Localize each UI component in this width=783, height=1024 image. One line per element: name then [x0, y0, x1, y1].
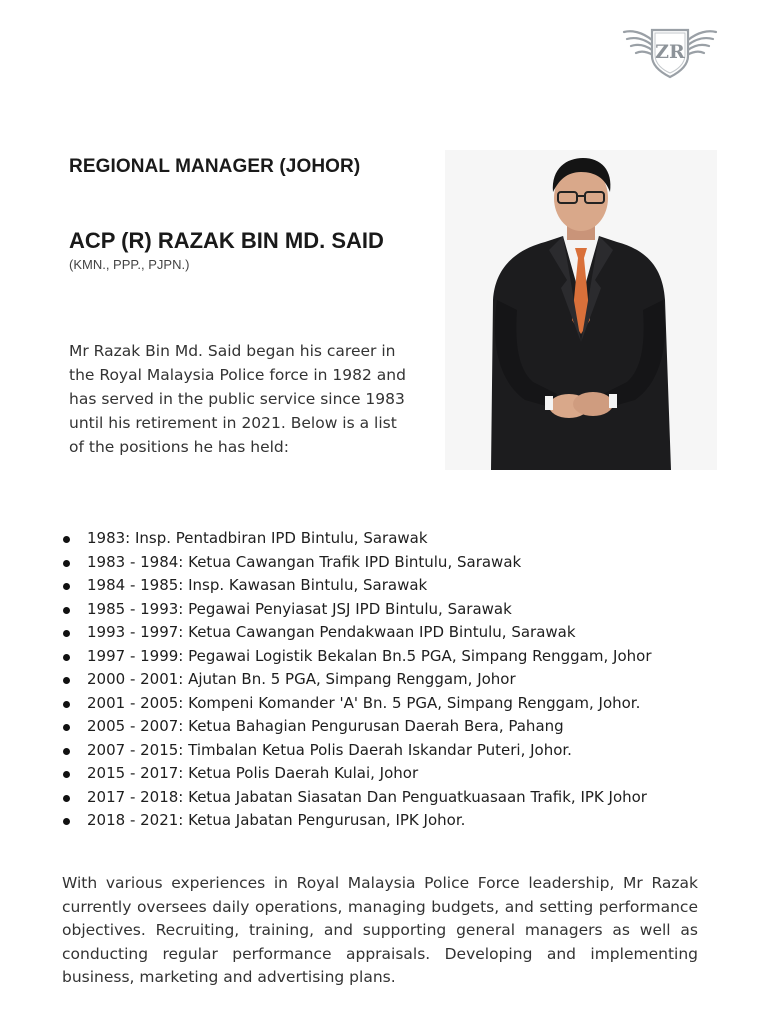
bullet-icon: [63, 748, 70, 755]
bullet-icon: [63, 677, 70, 684]
list-item: [62, 551, 652, 575]
intro-paragraph: [69, 339, 419, 459]
list-item: [62, 621, 652, 645]
intro-line: until his retirement in 2021. Below is a list: [69, 414, 397, 432]
bullet-icon: [63, 560, 70, 567]
position-text: 1985 - 1993: Pegawai Penyiasat JSJ IPD Bintulu, Sarawak: [87, 599, 512, 618]
logo-wing-right: [687, 31, 716, 55]
bullet-icon: [63, 536, 70, 543]
closing-line: currently oversees daily operations, managing budgets, and setting performance: [62, 897, 698, 916]
positions-list: [62, 527, 652, 833]
position-text: 1984 - 1985: Insp. Kawasan Bintulu, Sarawak: [87, 576, 428, 594]
list-item: [62, 598, 652, 622]
person-name: ACP (R) RAZAK BIN MD. SAID: [69, 228, 384, 253]
bullet-icon: [63, 818, 70, 825]
bullet-icon: [63, 630, 70, 637]
logo-monogram: ZR: [655, 41, 685, 63]
list-item: [62, 668, 652, 692]
closing-line: business, marketing and advertising plans.: [62, 968, 396, 986]
position-text: 1983 - 1984: Ketua Cawangan Trafik IPD Bintulu, Sarawak: [87, 552, 522, 571]
list-item: [62, 527, 652, 551]
honours-subtitle: (KMN., PPP., PJPN.): [69, 257, 190, 272]
intro-line: of the positions he has held:: [69, 438, 289, 456]
position-text: 1993 - 1997: Ketua Cawangan Pendakwaan IPD Bintulu, Sarawak: [87, 623, 576, 641]
company-logo: [622, 22, 718, 80]
bullet-icon: [63, 701, 70, 708]
role-title: REGIONAL MANAGER (JOHOR): [69, 156, 361, 177]
bullet-icon: [63, 795, 70, 802]
closing-paragraph: [62, 872, 698, 990]
bullet-icon: [63, 607, 70, 614]
position-text: 2017 - 2018: Ketua Jabatan Siasatan Dan Penguatkuasaan Trafik, IPK Johor: [87, 787, 647, 806]
closing-line: conducting regular performance appraisals. Developing and implementing: [62, 944, 698, 963]
portrait-photo: [445, 150, 717, 470]
list-item: [62, 739, 652, 763]
logo-wing-left: [624, 31, 653, 55]
position-text: 2015 - 2017: Ketua Polis Daerah Kulai, Johor: [87, 764, 419, 782]
list-item: [62, 715, 652, 739]
position-text: 2005 - 2007: Ketua Bahagian Pengurusan Daerah Bera, Pahang: [87, 717, 564, 735]
position-text: 1997 - 1999: Pegawai Logistik Bekalan Bn.5 PGA, Simpang Renggam, Johor: [87, 646, 652, 665]
position-text: 2018 - 2021: Ketua Jabatan Pengurusan, IPK Johor.: [87, 811, 466, 829]
bullet-icon: [63, 583, 70, 590]
bullet-icon: [63, 771, 70, 778]
intro-line: has served in the public service since 1983: [69, 390, 405, 408]
position-text: 2001 - 2005: Kompeni Komander 'A' Bn. 5 PGA, Simpang Renggam, Johor.: [87, 693, 641, 712]
closing-line: objectives. Recruiting, training, and supporting general managers as well as: [62, 921, 698, 939]
position-text: 2000 - 2001: Ajutan Bn. 5 PGA, Simpang Renggam, Johor: [87, 670, 516, 688]
bullet-icon: [63, 724, 70, 731]
list-item: [62, 809, 652, 833]
position-text: 2007 - 2015: Timbalan Ketua Polis Daerah Iskandar Puteri, Johor.: [87, 740, 572, 759]
intro-line: the Royal Malaysia Police force in 1982 and: [69, 366, 406, 384]
list-item: [62, 645, 652, 669]
list-item: [62, 574, 652, 598]
bullet-icon: [63, 654, 70, 661]
list-item: [62, 762, 652, 786]
position-text: 1983: Insp. Pentadbiran IPD Bintulu, Sarawak: [87, 529, 428, 547]
list-item: [62, 692, 652, 716]
list-item: [62, 786, 652, 810]
intro-line: Mr Razak Bin Md. Said began his career in: [69, 342, 396, 360]
closing-line: With various experiences in Royal Malaysia Police Force leadership, Mr Razak: [62, 874, 698, 892]
